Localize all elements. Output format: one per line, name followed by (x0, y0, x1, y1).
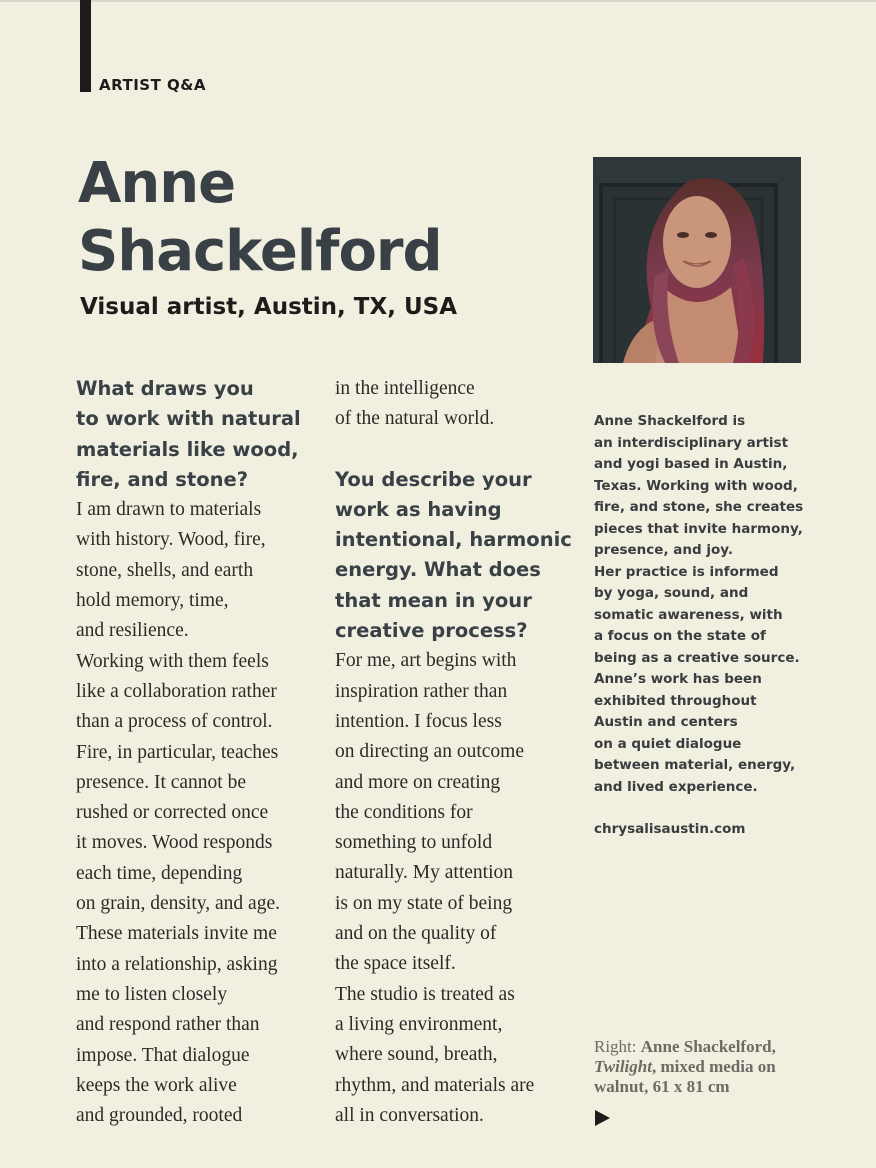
answer-line: on directing an outcome (335, 741, 524, 763)
bio-line: Austin and centers (594, 714, 738, 730)
answer-line: and more on creating (335, 771, 501, 793)
caption-prefix: Right: (594, 1037, 641, 1056)
answer-line: me to listen closely (76, 983, 228, 1005)
caption-details: , mixed media on (651, 1057, 776, 1076)
artwork-caption (594, 1037, 819, 1097)
bio-line: an interdisciplinary artist (594, 434, 789, 451)
answer-line: in the intelligence (335, 378, 475, 399)
answer-line: Fire, in particular, teaches (76, 741, 279, 763)
bio-line: somatic awareness, with (594, 606, 783, 623)
bio-line: pieces that invite harmony, (594, 520, 803, 537)
caption-artist: Anne Shackelford, (640, 1037, 776, 1056)
answer-line: rhythm, and materials are (335, 1074, 535, 1096)
answer-line: something to unfold (335, 832, 493, 854)
answer-line: These materials invite me (76, 923, 277, 945)
question-line: to work with natural (76, 407, 301, 431)
answer-line: intention. I focus less (335, 710, 502, 732)
play-arrow-icon (595, 1110, 610, 1126)
answer-line: and grounded, rooted (76, 1105, 243, 1127)
answer-line: inspiration rather than (335, 680, 508, 702)
bio-line: Her practice is informed (594, 563, 779, 580)
answer-line: For me, art begins with (335, 650, 517, 672)
answer-line: where sound, breath, (335, 1044, 498, 1066)
question-2 (335, 465, 585, 647)
caption-details: walnut, 61 x 81 cm (594, 1077, 730, 1096)
bio-line: and yogi based in Austin, (594, 456, 788, 472)
question-line: intentional, harmonic (335, 528, 572, 552)
column-2 (335, 374, 585, 1131)
bio-line: Texas. Working with wood, (594, 477, 798, 494)
top-rule (0, 0, 876, 2)
bio-line: and lived experience. (594, 778, 758, 795)
page-title (78, 150, 442, 286)
answer-1 (76, 495, 326, 1131)
question-line: fire, and stone? (76, 467, 249, 491)
bio-line: by yoga, sound, and (594, 585, 749, 601)
section-label: ARTIST Q&A (99, 76, 206, 94)
answer-line: than a process of control. (76, 711, 273, 733)
answer-line: of the natural world. (335, 408, 495, 430)
question-line: work as having (335, 497, 502, 521)
answer-line: the space itself. (335, 953, 456, 975)
answer-line: and respond rather than (76, 1014, 260, 1036)
answer-line: each time, depending (76, 862, 243, 884)
answer-line: naturally. My attention (335, 862, 513, 884)
answer-line: the conditions for (335, 801, 473, 823)
answer-line: impose. That dialogue (76, 1044, 250, 1066)
question-line: You describe your (335, 467, 532, 491)
bio-line: presence, and joy. (594, 542, 733, 558)
answer-line: into a relationship, asking (76, 953, 278, 975)
bio-line: exhibited throughout (594, 692, 757, 709)
question-line: What draws you (76, 377, 254, 400)
answer-line: and resilience. (76, 620, 189, 642)
artist-portrait (593, 157, 801, 363)
answer-line: it moves. Wood responds (76, 832, 273, 854)
answer-1-continued (335, 374, 585, 435)
answer-2 (335, 646, 585, 1131)
section-bar (80, 0, 91, 92)
question-line: materials like wood, (76, 437, 299, 461)
title-line-2: Shackelford (78, 219, 442, 284)
question-line: that mean in your (335, 588, 532, 612)
bio-line: Anne’s work has been (594, 671, 762, 687)
bio-line: on a quiet dialogue (594, 735, 742, 752)
answer-line: keeps the work alive (76, 1074, 237, 1096)
portrait-image (593, 157, 801, 363)
column-1 (76, 374, 326, 1131)
bio-line: being as a creative source. (594, 649, 800, 666)
caption-work-title: Twilight (594, 1057, 652, 1076)
answer-line: with history. Wood, fire, (76, 529, 266, 551)
bio-line: a focus on the state of (594, 628, 766, 644)
answer-line: all in conversation. (335, 1104, 484, 1126)
answer-line: is on my state of being (335, 892, 513, 914)
answer-line: hold memory, time, (76, 590, 229, 612)
bio-line: Anne Shackelford is (594, 413, 746, 429)
artist-bio (594, 411, 819, 841)
bio-line: between material, energy, (594, 757, 796, 773)
answer-line: Working with them feels (76, 650, 269, 672)
title-line-1: Anne (78, 151, 236, 216)
answer-line: presence. It cannot be (76, 771, 246, 793)
answer-line: like a collaboration rather (76, 680, 277, 702)
answer-line: rushed or corrected once (76, 802, 269, 824)
answer-line: on grain, density, and age. (76, 893, 280, 915)
question-1 (76, 374, 326, 495)
answer-line: a living environment, (335, 1013, 503, 1035)
bio-line: fire, and stone, she creates (594, 499, 804, 515)
subtitle: Visual artist, Austin, TX, USA (80, 294, 457, 320)
answer-line: I am drawn to materials (76, 499, 262, 521)
question-line: creative process? (335, 619, 528, 643)
answer-line: The studio is treated as (335, 983, 515, 1005)
website-link[interactable]: chrysalisaustin.com (594, 821, 746, 837)
question-line: energy. What does (335, 558, 541, 582)
answer-line: and on the quality of (335, 923, 497, 945)
answer-line: stone, shells, and earth (76, 559, 254, 581)
